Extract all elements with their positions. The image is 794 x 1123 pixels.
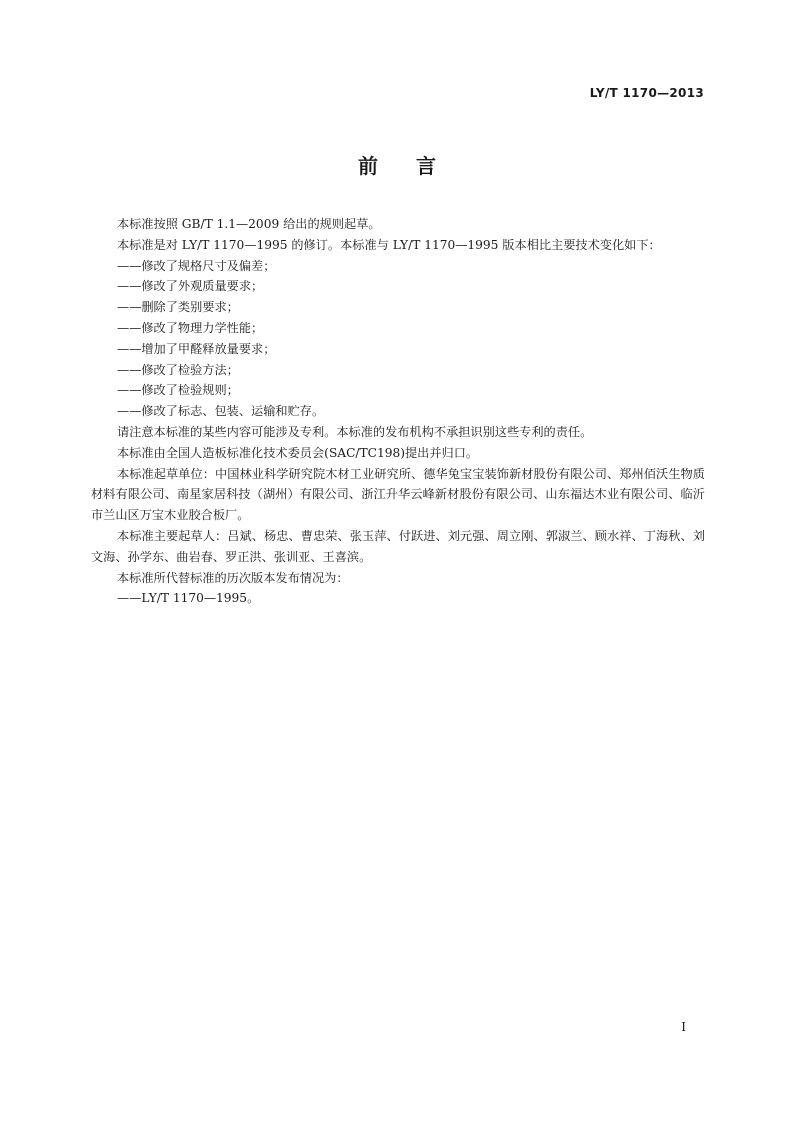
paragraph-history-intro: 本标准所代替标准的历次版本发布情况为： — [117, 570, 349, 585]
change-item: ——删除了类别要求； — [117, 300, 239, 315]
change-item: ——修改了外观质量要求； — [117, 279, 264, 294]
paragraph-drafting-units: 本标准起草单位：中国林业科学研究院木材工业研究所、德华兔宝宝装饰新材股份有限公司、郑州佰沃生物质材料有限公司、南星家居科技（湖州）有限公司、浙江升华云峰新材股份有限公司、山东福达木业有限公司、临沂市兰山区万宝木业胶合板厂。 — [91, 466, 705, 523]
change-item: ——修改了规格尺寸及偏差； — [117, 258, 276, 273]
paragraph-drafting-rule: 本标准按照 GB/T 1.1—2009 给出的规则起草。 — [117, 217, 381, 231]
change-item: ——修改了检验规则； — [117, 383, 239, 398]
foreword-body — [91, 214, 705, 609]
change-item: ——增加了甲醛释放量要求； — [117, 341, 276, 356]
paragraph-drafters: 本标准主要起草人：吕斌、杨忠、曹忠荣、张玉萍、付跃进、刘元强、周立刚、郭淑兰、顾水祥、丁海秋、刘文海、孙学东、曲岩春、罗正洪、张训亚、王喜滨。 — [91, 528, 705, 564]
standard-code: LY/T 1170—2013 — [589, 86, 704, 100]
history-item: ——LY/T 1170—1995。 — [117, 591, 260, 606]
change-item: ——修改了物理力学性能； — [117, 320, 264, 335]
paragraph-revision-intro: 本标准是对 LY/T 1170—1995 的修订。本标准与 LY/T 1170—1995 版本相比主要技术变化如下： — [117, 237, 661, 252]
change-item: ——修改了标志、包装、运输和贮存。 — [117, 404, 325, 419]
page-number: I — [681, 1020, 686, 1034]
page-title: 前言 — [358, 154, 474, 178]
paragraph-committee: 本标准由全国人造板标准化技术委员会(SAC/TC198)提出并归口。 — [117, 445, 479, 460]
paragraph-patent-notice: 请注意本标准的某些内容可能涉及专利。本标准的发布机构不承担识别这些专利的责任。 — [117, 424, 593, 439]
change-item: ——修改了检验方法； — [117, 362, 239, 377]
